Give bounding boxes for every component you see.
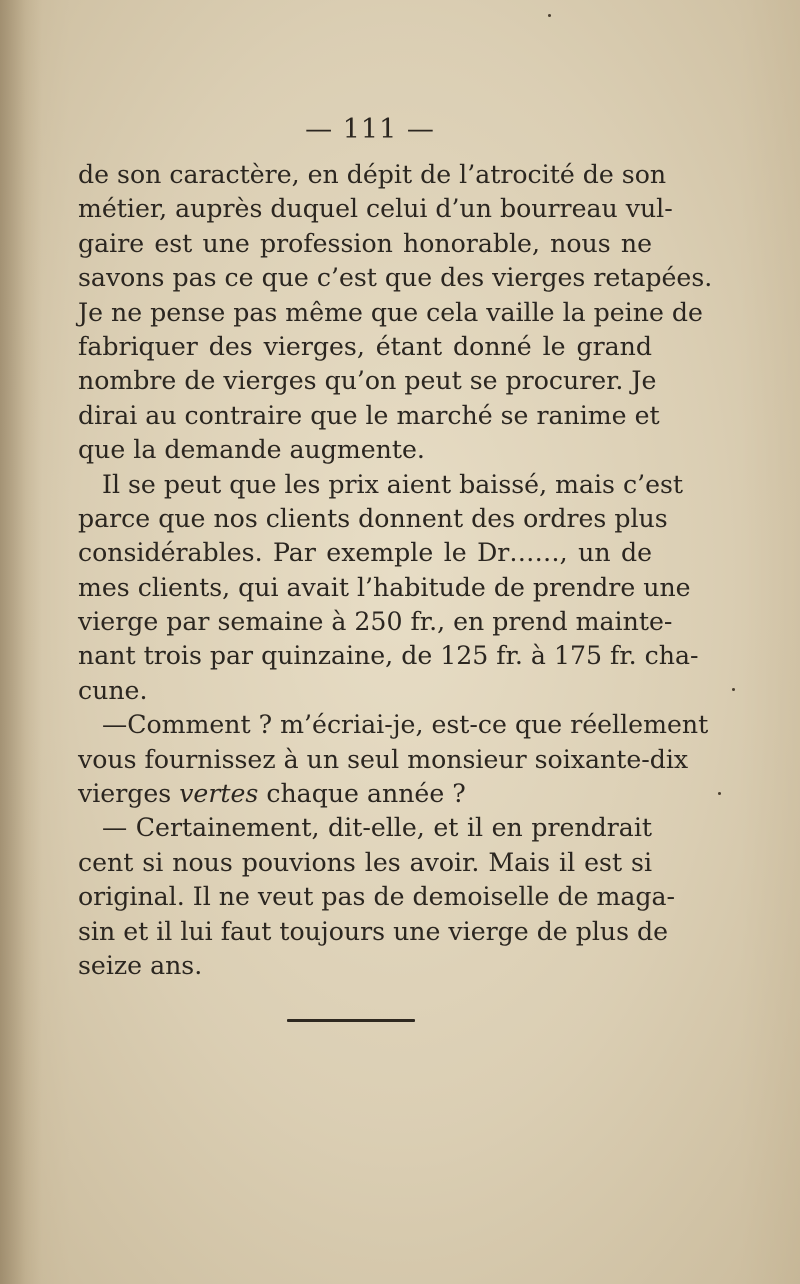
text-line: dirai au contraire que le marché se ranime et [78, 400, 660, 430]
text-segment: chaque année ? [258, 779, 466, 809]
dialogue-line: —Comment ? m’écriai-je, est-ce que réellement [102, 710, 709, 740]
text-line: vous fournissez à un seul monsieur soixante-dix [78, 744, 689, 774]
text-line: métier, auprès duquel celui d’un bourreau vul- [78, 194, 673, 224]
text-line: de son caractère, en dépit de l’atrocité de son [78, 160, 667, 189]
text-line: nombre de vierges qu’on peut se procurer. Je [78, 366, 657, 396]
paragraph-start-line: Il se peut que les prix aient baissé, mais c’est [102, 469, 684, 499]
text-line: cent si nous pouvions les avoir. Mais il est si [78, 847, 652, 877]
text-line: que la demande augmente. [78, 435, 425, 465]
text-line: sin et il lui faut toujours une vierge de plus de [78, 916, 669, 946]
page-binding-shadow [0, 0, 42, 1284]
text-line: vierge par semaine à 250 fr., en prend mainte- [78, 607, 673, 637]
paper-speck [718, 792, 721, 795]
text-line: mes clients, qui avait l’habitude de prendre une [78, 572, 691, 602]
paper-speck [732, 688, 735, 691]
text-line: considérables. Par exemple le Dr……, un de [78, 538, 652, 568]
paper-speck [548, 14, 551, 17]
text-line: cune. [78, 675, 148, 705]
text-line: gaire est une profession honorable, nous ne [78, 228, 652, 258]
text-line: fabriquer des vierges, étant donné le grand [78, 331, 652, 361]
text-line [78, 777, 652, 811]
text-line: nant trois par quinzaine, de 125 fr. à 175 fr. cha- [78, 641, 699, 671]
italic-word: vertes [179, 779, 259, 809]
text-line: Je ne pense pas même que cela vaille la peine de [78, 297, 703, 327]
text-segment: vierges [78, 779, 180, 809]
text-line: seize ans. [78, 950, 203, 980]
text-line: savons pas ce que c’est que des vierges retapées. [78, 263, 713, 293]
text-line: parce que nos clients donnent des ordres plus [78, 503, 668, 533]
page-number: — 111 — [305, 114, 435, 145]
body-text [78, 158, 713, 983]
chapter-end-rule [287, 1019, 415, 1022]
text-line: original. Il ne veut pas de demoiselle de maga- [78, 882, 676, 912]
dialogue-line: — Certainement, dit-elle, et il en prendrait [102, 813, 652, 843]
